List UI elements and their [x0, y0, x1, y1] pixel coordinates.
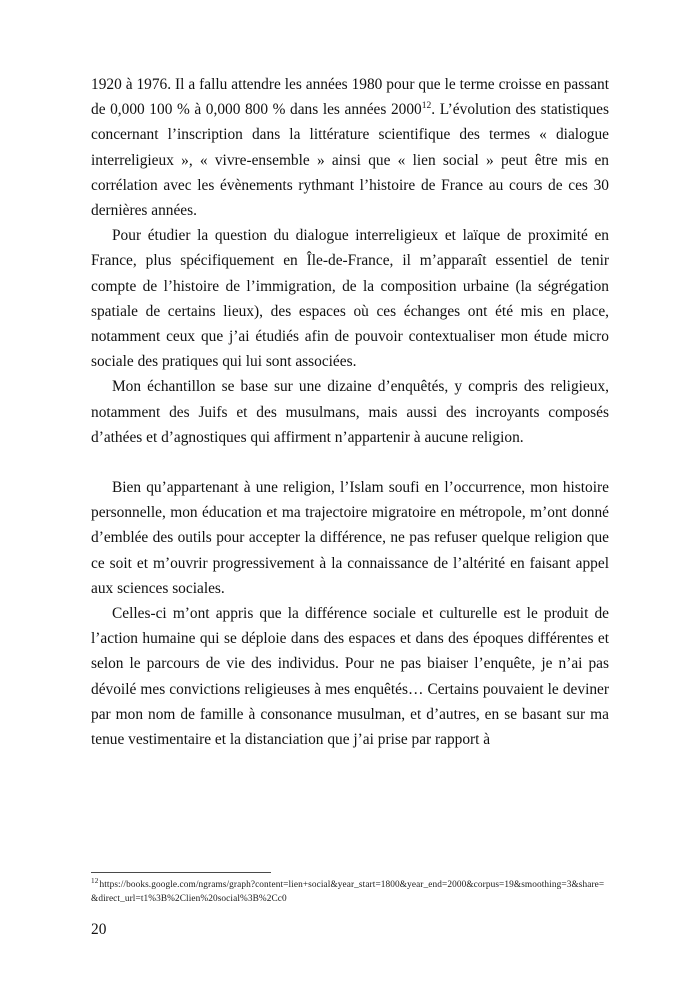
- footnote-reference-marker[interactable]: 12: [421, 100, 432, 112]
- paragraph-4: Bien qu’appartenant à une religion, l’Islam soufi en l’occurrence, mon histoire personnelle, mon éducation et ma trajectoire migratoire en métropole, m’ont donné d’emblée des outils pour accepter la différence, ne pas refuser quelque religion que ce soit et m’ouvrir progressivement à la connaissance de l’altérité en faisant appel aux sciences sociales.: [91, 479, 609, 597]
- paragraph-5: Celles-ci m’ont appris que la différence sociale et culturelle est le produit de l’action humaine qui se déploie dans des espaces et dans des époques différentes et selon le parcours de vie des individus. Pour ne pas biaiser l’enquête, je n’ai pas dévoilé mes convictions religieuses à mes enquêtés… Certains pouvaient le deviner par mon nom de famille à consonance musulman, et d’autres, en se basant sur ma tenue vestimentaire et la distanciation que j’ai prise par rapport à: [91, 605, 609, 749]
- page-number: 20: [91, 921, 107, 938]
- paragraph-1-text-after-footnote-ref: . L’évolution des statistiques concernant l’inscription dans la littérature scientifique des termes « dialogue interreligieux », « vivre-ensemble » ainsi que « lien social » peut être mis en corrélation avec les évènements rythmant l’histoire de France au cours de ces 30 dernières années.: [91, 101, 610, 220]
- paragraph-1-text-before-footnote-ref: 1920 à 1976. Il a fallu attendre les années 1980 pour que le terme croisse en passant de 0,000 100 % à 0,000 800 % dans les années 2000: [91, 76, 609, 119]
- footnote-number: 12: [91, 876, 99, 885]
- paragraph-1: [91, 72, 609, 223]
- footnote-entry: [91, 876, 609, 906]
- footnote-url[interactable]: https://books.google.com/ngrams/graph?content=lien+social&year_start=1800&year_end=2000&corpus=19&smoothing=3&share=&direct_url=t1%3B%2Clien%20social%3B%2Cc0: [91, 880, 605, 904]
- footnote-separator-rule: [91, 872, 271, 873]
- footnote-area: [91, 872, 609, 906]
- paragraph-2: Pour étudier la question du dialogue interreligieux et laïque de proximité en France, plus spécifiquement en Île-de-France, il m’apparaît essentiel de tenir compte de l’histoire de l’immigration, de la composition urbaine (la ségrégation spatiale de certains lieux), des espaces où ces échanges ont été mis en place, notamment ceux que j’ai étudiés afin de pouvoir contextualiser mon étude micro sociale des pratiques qui lui sont associées.: [91, 227, 609, 371]
- body-text-block: [91, 72, 609, 752]
- paragraph-3: Mon échantillon se base sur une dizaine d’enquêtés, y compris des religieux, notamment des Juifs et des musulmans, mais aussi des incroyants composés d’athées et d’agnostiques qui affirment n’appartenir à aucune religion.: [91, 378, 609, 446]
